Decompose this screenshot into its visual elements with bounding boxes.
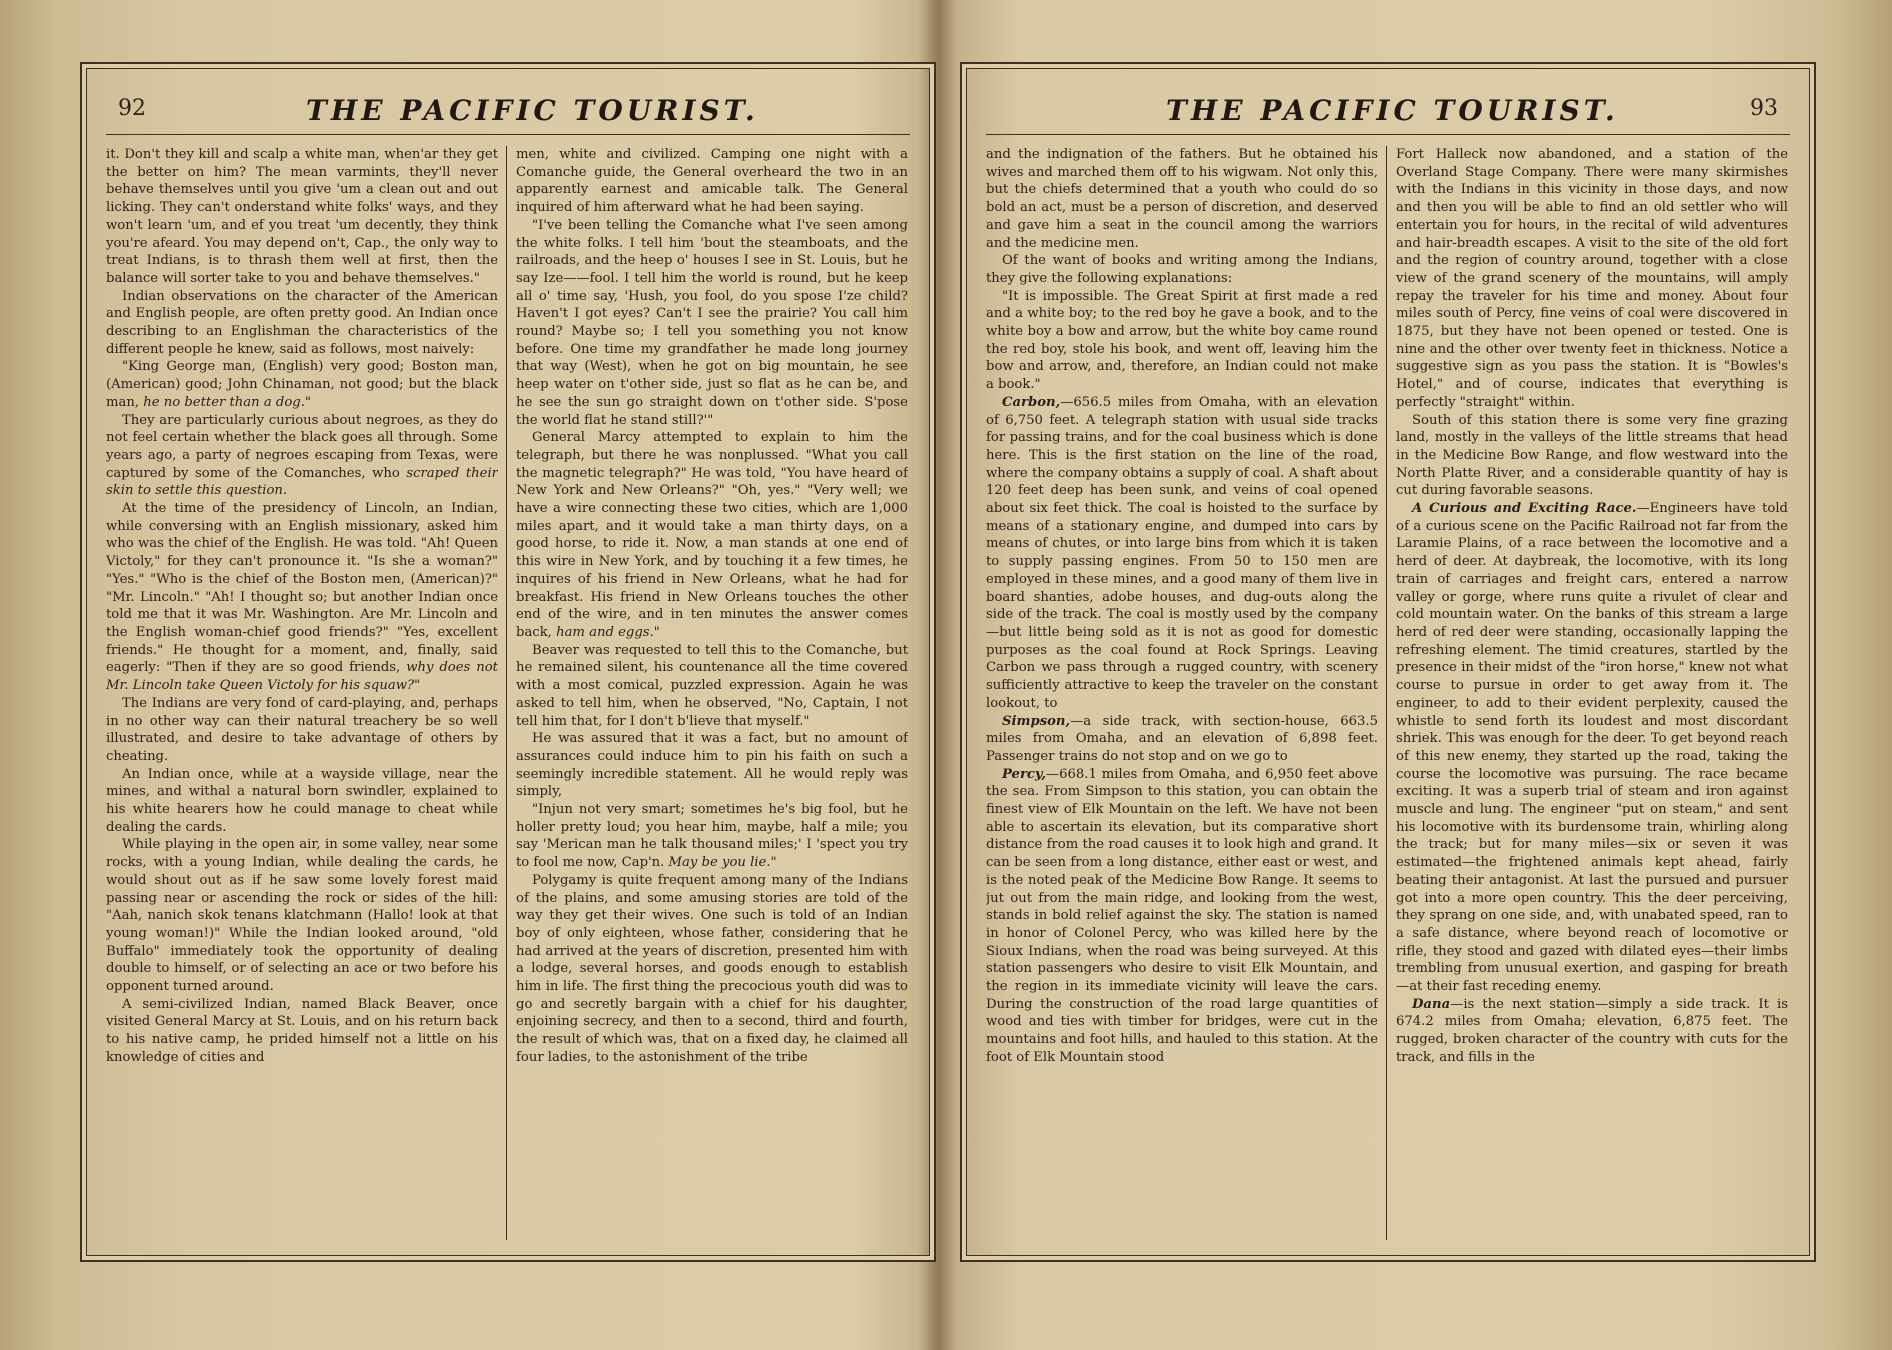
paragraph [1396, 146, 1788, 412]
italic-text: May be you lie." [668, 855, 777, 871]
paragraph [516, 429, 908, 641]
paragraph [516, 872, 908, 1067]
paragraph-text: —668.1 miles from Omaha, and 6,950 feet above the sea. From Simpson to this station, you can obtain the finest view of Elk Mountain on the left. We have not been able to ascertain its elevation, but its comparative short distance from the road causes it to look high and grand. It can be seen from a long distance, either east or west, and is the noted peak of the Medicine Bow Range. It seems to jut out from the main ridge, and looking from the west, stands in bold relief against the sky. The station is named in honor of Colonel Percy, who was killed here by the Sioux Indians, when the road was being surveyed. At this station passengers who desire to visit Elk Mountain, and the region in its immediate vicinity will leave the cars. During the construction of the road large quantities of wood and ties with timber for bridges, were cut in the mountains and foot hills, and hauled to this station. At the foot of Elk Mountain stood [986, 766, 1378, 1065]
paragraph [516, 801, 908, 872]
paragraph [106, 836, 498, 995]
italic-text: why does not Mr. Lincoln take Queen Victoly for his squaw?" [106, 660, 498, 694]
paragraph [516, 217, 908, 429]
paragraph [986, 766, 1378, 1067]
left-page-columns [106, 146, 910, 1240]
paragraph-text: and the indignation of the fathers. But he obtained his wives and marched them off to his wigwam. Not only this, but the chiefs determined that a youth who could do so bold an act, must be a person of discretion, and deserved and gave him a seat in the council among the warriors and the medicine men. [986, 147, 1378, 251]
paragraph [986, 146, 1378, 252]
paragraph [516, 642, 908, 731]
paragraph-text: A semi-civilized Indian, named Black Beaver, once visited General Marcy at St. Louis, and on his return back to his native camp, he prided himself not a little on his knowledge of cities and [106, 996, 498, 1065]
left-column-2 [516, 146, 908, 1240]
page-number-right: 93 [1750, 96, 1778, 121]
paragraph [106, 766, 498, 837]
running-title-right: THE PACIFIC TOURIST. [1166, 94, 1619, 127]
column-rule [1386, 146, 1387, 1240]
paragraph-text: Of the want of books and writing among the Indians, they give the following explanations: [986, 253, 1378, 286]
station-heading: A Curious and Exciting Race. [1412, 501, 1637, 517]
right-page-columns [986, 146, 1790, 1240]
paragraph [1396, 996, 1788, 1067]
left-page [80, 62, 936, 1262]
paragraph-text: —Engineers have told of a curious scene on the Pacific Railroad not far from the Laramie Plains, of a race between the locomotive and a herd of deer. At daybreak, the locomotive, with its long train of carriages and freight cars, entered a narrow valley or gorge, where runs quite a rivulet of clear and cold mountain water. On the banks of this stream a large herd of red deer were standing, occasionally lapping the refreshing element. The timid creatures, startled by the presence in their midst of the "iron horse," knew not what course to pursue in order to get away from it. The engineer, to add to their evident perplexity, caused the whistle to send forth its loudest and most discordant shriek. This was enough for the deer. To get beyond reach of this new enemy, they started up the road, taking the course the locomotive was pursuing. The race became exciting. It was a superb trial of steam and iron against muscle and lung. The engineer "put on steam," and sent his locomotive with its burdensome train, whirling along the track; but for many miles—six or seven it was estimated—the frightened animals kept ahead, fairly beating their antagonist. At last the pursued and pursuer got into a more open country. This the deer perceiving, they sprang on one side, and, with unabated speed, ran to a safe distance, where beyond reach of locomotive or rifle, they stood and gazed with dilated eyes—their limbs trembling from unusual exertion, and gasping for breath—at their fast receding enemy. [1396, 501, 1788, 995]
paragraph-text: —656.5 miles from Omaha, with an elevation of 6,750 feet. A telegraph station with usual side tracks for passing trains, and for the coal business which is done here. This is the first station on the line of the road, where the company obtains a supply of coal. A shaft about 120 feet deep has been sunk, and veins of coal opened about six feet thick. The coal is hoisted to the surface by means of a stationary engine, and dumped into cars by means of chutes, or into large bins from which it is taken to supply passing engines. From 50 to 150 men are employed in these mines, and a good many of them live in board shanties, adobe houses, and dug-outs along the side of the track. The coal is mostly used by the company—but little being sold as it is not as good for domestic purposes as the coal found at Rock Springs. Leaving Carbon we pass through a rugged country, with scenery sufficiently attractive to keep the traveler on the constant lookout, to [986, 394, 1378, 711]
right-column-2 [1396, 146, 1788, 1240]
running-title-left: THE PACIFIC TOURIST. [306, 94, 759, 127]
paragraph [986, 252, 1378, 287]
left-column-1 [106, 146, 498, 1240]
paragraph [986, 394, 1378, 713]
station-heading: Dana [1412, 996, 1451, 1012]
paragraph-text: —is the next station—simply a side track. It is 674.2 miles from Omaha; elevation, 6,875 feet. The rugged, broken character of the country with cuts for the track, and fills in the [1396, 996, 1788, 1065]
italic-text: ham and eggs." [556, 624, 660, 640]
paragraph [516, 730, 908, 801]
paragraph-text: "It is impossible. The Great Spirit at first made a red and a white boy; to the red boy he gave a book, and to the white boy a bow and arrow, but the white boy came round the red boy, stole his book, and went off, leaving him the bow and arrow, and, therefore, an Indian could not make a book." [986, 288, 1378, 393]
paragraph-text: "Injun not very smart; sometimes he's big fool, but he holler pretty loud; you hear him, maybe, half a mile; you say 'Merican man he talk thousand miles;' I 'spect you try to fool me now, Cap'n. [516, 802, 908, 871]
paragraph [106, 146, 498, 288]
paragraph-text: "King George man, (English) very good; Boston man, (American) good; John Chinaman, not good; but the black man, [106, 359, 498, 410]
paragraph-text: While playing in the open air, in some valley, near some rocks, with a young Indian, while dealing the cards, he would shout out as if he saw some lovely forest maid passing near or ascending the rock or sides of the hill: "Aah, nanich skok tenans klatchmann (Hallo! look at that young woman!)" While the Indian looked around, "old Buffalo" immediately took the opportunity of dealing double to himself, or of selecting an ace or two before his opponent turned around. [106, 837, 498, 995]
paragraph-text: An Indian once, while at a wayside village, near the mines, and withal a natural born swindler, explained to his white hearers how he could manage to cheat while dealing the cards. [106, 766, 498, 835]
paragraph-text: men, white and civilized. Camping one night with a Comanche guide, the General overheard the two in an apparently earnest and amicable talk. The General inquired of him afterward what he had been saying. [516, 147, 908, 216]
station-heading: Carbon, [1002, 394, 1061, 410]
paragraph-text: They are particularly curious about negroes, as they do not feel certain whether the black goes all through. Some years ago, a party of negroes escaping from Texas, were captured by some of the Comanches, who [106, 412, 498, 481]
paragraph-text: He was assured that it was a fact, but no amount of assurances could induce him to pin his faith on such a seemingly incredible statement. All he would reply was simply, [516, 731, 908, 800]
paragraph [1396, 500, 1788, 996]
right-column-1 [986, 146, 1378, 1240]
paragraph-text: "I've been telling the Comanche what I've seen among the white folks. I tell him 'bout the steamboats, and the railroads, and the heep o' houses I see in St. Louis, but he say Ize——fool. I tell him the world is round, but he keep all o' time say, 'Hush, you fool, do you spose I'ze child? Haven't I got eyes? Can't I see the prairie? You call him round? Maybe so; I tell you something you not know before. One time my grandfather he made long journey that way (West), when he got on big mountain, he see heep water on t'other side, just so flat as he can be, and he see the sun go straight down on t'other side. S'pose the world flat he stand still?'" [516, 217, 908, 428]
paragraph [106, 695, 498, 766]
right-page-header [986, 94, 1790, 135]
paragraph-text: Fort Halleck now abandoned, and a station of the Overland Stage Company. There were many skirmishes with the Indians in this vicinity in those days, and now and then you will be able to find an old settler who will entertain you for hours, in the recital of wild adventures and hair-breadth escapes. A visit to the site of the old fort and the region of country around, together with a close view of the grand scenery of the mountains, will amply repay the traveler for his time and money. About four miles south of Percy, fine veins of coal were discovered in 1875, but they have not been opened or tested. One is nine and the other over twenty feet in thickness. Notice a suggestive sign as you pass the station. It is "Bowles's Hotel," and of course, indicates that everything is perfectly "straight" within. [1396, 147, 1788, 410]
paragraph [106, 288, 498, 359]
paragraph-text: The Indians are very fond of card-playing, and, perhaps in no other way can their natural treachery be so well illustrated, and desire to take advantage of others by cheating. [106, 695, 498, 764]
paragraph-text: Indian observations on the character of the American and English people, are often pretty good. An Indian once describing to an Englishman the characteristics of the different people he knew, said as follows, most naively: [106, 288, 498, 357]
page-number-left: 92 [118, 96, 146, 121]
italic-text: he no better than a dog." [143, 394, 311, 410]
station-heading: Simpson, [1002, 713, 1071, 729]
paragraph [986, 713, 1378, 766]
paragraph [106, 500, 498, 695]
paragraph-text: —a side track, with section-house, 663.5 miles from Omaha, and an elevation of 6,898 feet. Passenger trains do not stop and on we go to [986, 713, 1378, 764]
paragraph-text: it. Don't they kill and scalp a white man, when'ar they get the better on him? The mean varmints, they'll never behave themselves until you give 'um a clean out and out licking. They can't onderstand white folks' ways, and they won't learn 'um, and ef you treat 'um decently, they think you're afeard. You may depend on't, Cap., the only way to treat Indians, is to thrash them well at first, then the balance will sorter take to you and behave themselves." [106, 147, 498, 286]
column-rule [506, 146, 507, 1240]
station-heading: Percy, [1002, 766, 1046, 782]
left-page-header [106, 94, 910, 135]
paragraph [106, 412, 498, 501]
paragraph-text: South of this station there is some very fine grazing land, mostly in the valleys of the little streams that head in the Medicine Bow Range, and flow westward into the North Platte River, and a considerable quantity of hay is cut during favorable seasons. [1396, 412, 1788, 499]
paragraph-text: Polygamy is quite frequent among many of the Indians of the plains, and some amusing stories are told of the way they get their wives. One such is told of an Indian boy of only eighteen, whose father, considering that he had arrived at the years of discretion, presented him with a lodge, several horses, and goods enough to establish him in life. The first thing the precocious youth did was to go and secretly bargain with a chief for his daughter, enjoining secrecy, and then to a second, third and fourth, the result of which was, that on a fixed day, he claimed all four ladies, to the astonishment of the tribe [516, 872, 908, 1065]
italic-text: scraped their skin to settle this question. [106, 465, 498, 499]
paragraph [106, 358, 498, 411]
paragraph-text: At the time of the presidency of Lincoln, an Indian, while conversing with an English missionary, asked him who was the chief of the English. He was told. "Ah! Queen Victoly," for they can't pronounce it. "Is she a woman?" "Yes." "Who is the chief of the Boston men, (American)?" "Mr. Lincoln." "Ah! I thought so; but another Indian once told me that it was Mr. Washington. Are Mr. Lincoln and the English woman-chief good friends?" "Yes, excellent friends." He thought for a moment, and, finally, said eagerly: "Then if they are so good friends, [106, 501, 498, 676]
paragraph [516, 146, 908, 217]
paragraph [986, 288, 1378, 394]
paragraph-text: Beaver was requested to tell this to the Comanche, but he remained silent, his countenance all the time covered with a most comical, puzzled expression. Again he was asked to tell him, when he observed, "No, Captain, I not tell him that, for I don't b'lieve that myself." [516, 642, 908, 729]
paragraph [1396, 412, 1788, 501]
paragraph-text: General Marcy attempted to explain to him the telegraph, but there he was nonplussed. "What you call the magnetic telegraph?" He was told, "You have heard of New York and New Orleans?" "Oh, yes." "Very well; we have a wire connecting these two cities, which are 1,000 miles apart, and it would take a man thirty days, on a good horse, to ride it. Now, a man stands at one end of this wire in New York, and by touching it a few times, he inquires of his friend in New Orleans, what he had for breakfast. His friend in New Orleans touches the other end of the wire, and in ten minutes the answer comes back, [516, 430, 908, 640]
paragraph [106, 996, 498, 1067]
right-page [960, 62, 1816, 1262]
